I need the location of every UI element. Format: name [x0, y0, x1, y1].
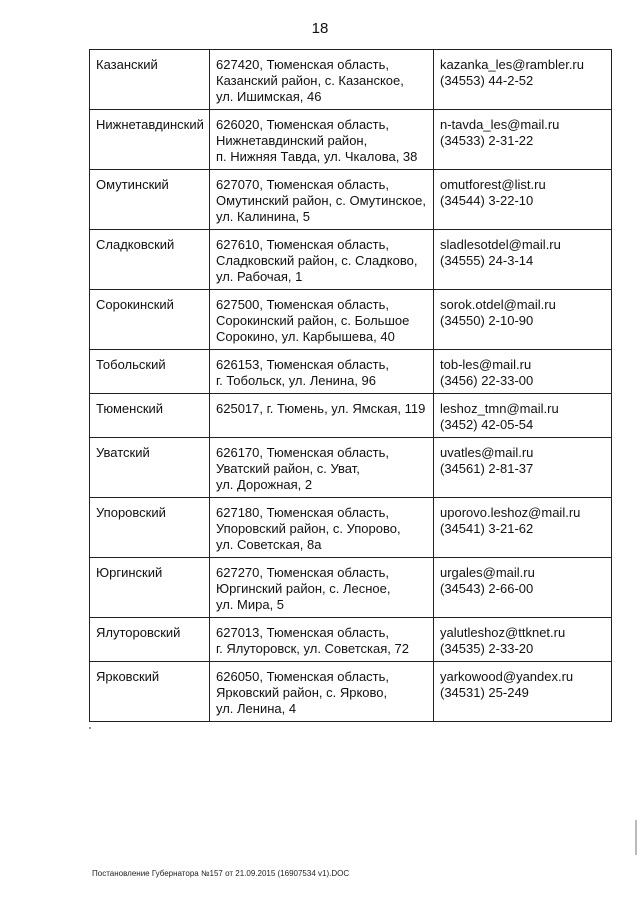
- table-row: [90, 498, 612, 558]
- document-footer: Постановление Губернатора №157 от 21.09.2015 (16907534 v1).DOC: [92, 869, 350, 878]
- table-row: [90, 394, 612, 438]
- contact-cell: yarkowood@yandex.ru (34531) 25-249: [434, 662, 612, 722]
- address-cell: 627270, Тюменская область, Юргинский район, с. Лесное, ул. Мира, 5: [210, 558, 434, 618]
- contact-cell: kazanka_les@rambler.ru (34553) 44-2-52: [434, 50, 612, 110]
- district-cell: Нижнетавдинский: [90, 110, 210, 170]
- district-cell: Уватский: [90, 438, 210, 498]
- table-row: [90, 662, 612, 722]
- scan-speck: [89, 727, 91, 729]
- forestry-contacts-table: [89, 49, 612, 722]
- district-cell: Ярковский: [90, 662, 210, 722]
- district-cell: Тюменский: [90, 394, 210, 438]
- table-row: [90, 110, 612, 170]
- contact-cell: leshoz_tmn@mail.ru (3452) 42-05-54: [434, 394, 612, 438]
- contact-cell: n-tavda_les@mail.ru (34533) 2-31-22: [434, 110, 612, 170]
- address-cell: 627180, Тюменская область, Упоровский район, с. Упорово, ул. Советская, 8а: [210, 498, 434, 558]
- contact-cell: omutforest@list.ru (34544) 3-22-10: [434, 170, 612, 230]
- address-cell: 626153, Тюменская область, г. Тобольск, ул. Ленина, 96: [210, 350, 434, 394]
- address-cell: 625017, г. Тюмень, ул. Ямская, 119: [210, 394, 434, 438]
- contact-cell: urgales@mail.ru (34543) 2-66-00: [434, 558, 612, 618]
- address-cell: 627610, Тюменская область, Сладковский район, с. Сладково, ул. Рабочая, 1: [210, 230, 434, 290]
- address-cell: 627420, Тюменская область, Казанский район, с. Казанское, ул. Ишимская, 46: [210, 50, 434, 110]
- district-cell: Ялуторовский: [90, 618, 210, 662]
- contact-cell: sorok.otdel@mail.ru (34550) 2-10-90: [434, 290, 612, 350]
- district-cell: Юргинский: [90, 558, 210, 618]
- table-row: [90, 558, 612, 618]
- address-cell: 626170, Тюменская область, Уватский район, с. Уват, ул. Дорожная, 2: [210, 438, 434, 498]
- address-cell: 626050, Тюменская область, Ярковский район, с. Ярково, ул. Ленина, 4: [210, 662, 434, 722]
- contact-cell: sladlesotdel@mail.ru (34555) 24-3-14: [434, 230, 612, 290]
- contact-cell: yalutleshoz@ttknet.ru (34535) 2-33-20: [434, 618, 612, 662]
- address-cell: 627070, Тюменская область, Омутинский район, с. Омутинское, ул. Калинина, 5: [210, 170, 434, 230]
- table-row: [90, 618, 612, 662]
- district-cell: Упоровский: [90, 498, 210, 558]
- table-row: [90, 170, 612, 230]
- contact-cell: uvatles@mail.ru (34561) 2-81-37: [434, 438, 612, 498]
- table-row: [90, 290, 612, 350]
- district-cell: Тобольский: [90, 350, 210, 394]
- scan-edge-mark: [635, 820, 637, 855]
- district-cell: Сладковский: [90, 230, 210, 290]
- contact-cell: uporovo.leshoz@mail.ru (34541) 3-21-62: [434, 498, 612, 558]
- address-cell: 627013, Тюменская область, г. Ялуторовск, ул. Советская, 72: [210, 618, 434, 662]
- table-row: [90, 50, 612, 110]
- district-cell: Сорокинский: [90, 290, 210, 350]
- table-row: [90, 350, 612, 394]
- district-cell: Казанский: [90, 50, 210, 110]
- table-row: [90, 438, 612, 498]
- district-cell: Омутинский: [90, 170, 210, 230]
- address-cell: 627500, Тюменская область, Сорокинский район, с. Большое Сорокино, ул. Карбышева, 40: [210, 290, 434, 350]
- table-row: [90, 230, 612, 290]
- address-cell: 626020, Тюменская область, Нижнетавдинский район, п. Нижняя Тавда, ул. Чкалова, 38: [210, 110, 434, 170]
- contact-cell: tob-les@mail.ru (3456) 22-33-00: [434, 350, 612, 394]
- page-number: 18: [311, 20, 329, 37]
